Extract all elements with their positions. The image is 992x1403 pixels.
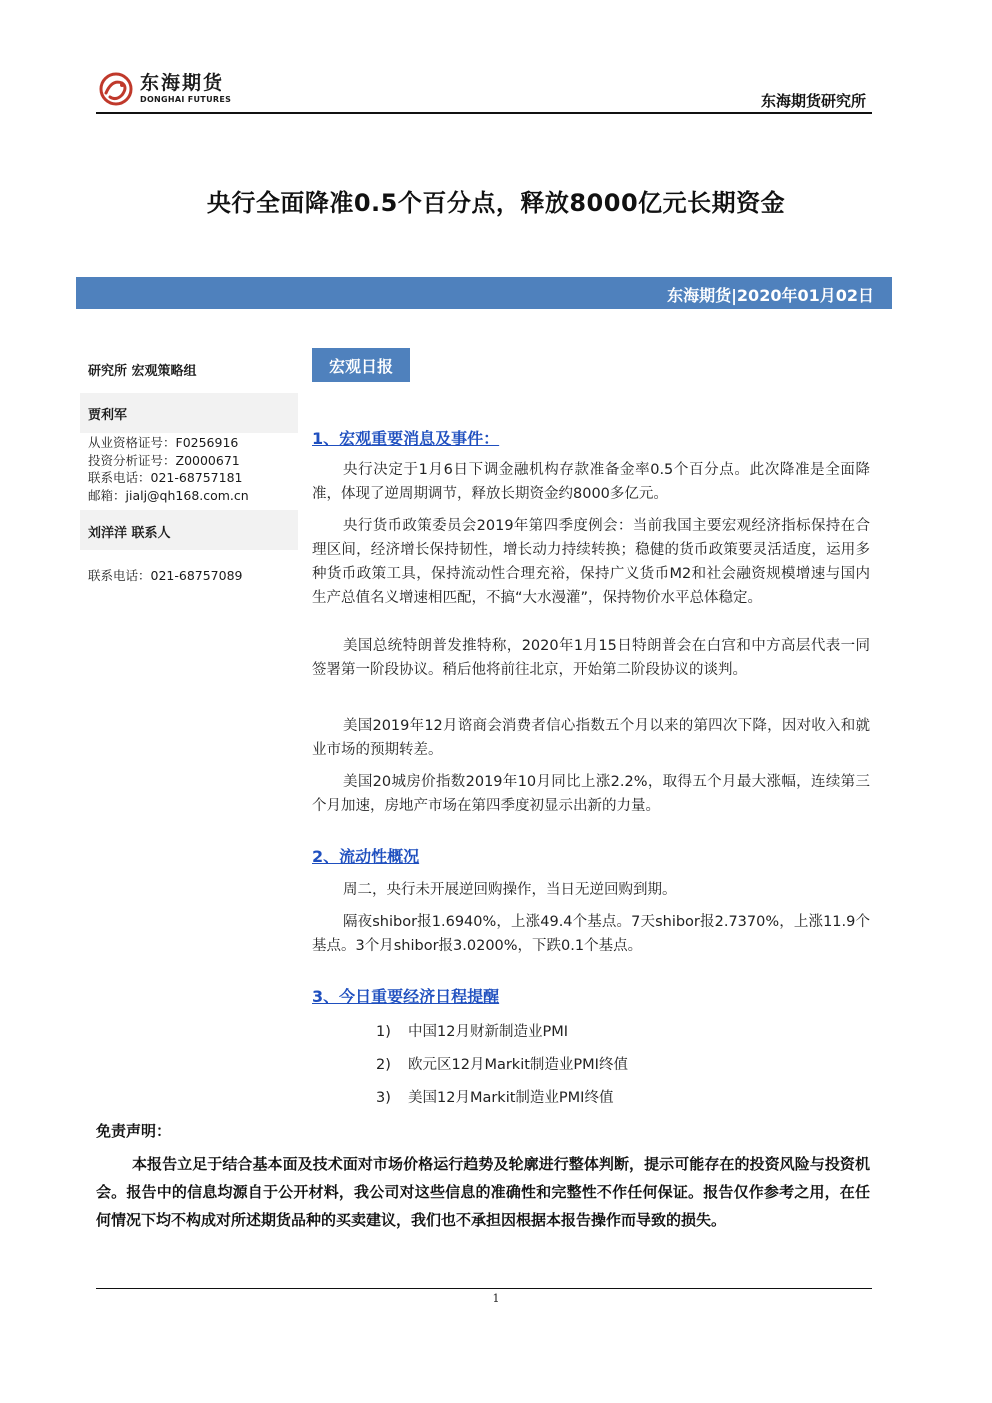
logo-english-name: DONGHAI FUTURES (140, 95, 232, 104)
paragraph: 美国20城房价指数2019年10月同比上涨2.2%，取得五个月最大涨幅，连续第三个月加速，房地产市场在第四季度初显示出新的力量。 (312, 774, 870, 814)
analysis-certificate: 投资分析证号：Z0000671 (88, 452, 240, 468)
company-logo (96, 68, 236, 110)
contact-phone: 联系电话：021-68757089 (88, 568, 243, 583)
qualification-number: 从业资格证号：F0256916 (88, 435, 239, 450)
analyst-email: 邮箱：jialj@qh168.com.cn (88, 487, 249, 503)
institute-name: 东海期货研究所 (760, 92, 866, 110)
report-type-tag: 宏观日报 (312, 348, 410, 382)
list-item (376, 1053, 628, 1074)
list-item-text: 中国12月财新制造业PMI (408, 1024, 568, 1040)
list-item (376, 1086, 613, 1107)
date-band (76, 277, 892, 309)
contact-box (80, 510, 298, 550)
analyst-phone: 联系电话：021-68757181 (88, 470, 243, 485)
header-divider (96, 112, 872, 114)
paragraph: 隔夜shibor报1.6940%，上涨49.4个基点。7天shibor报2.7370%，上涨11.9个基点。3个月shibor报3.0200%，下跌0.1个基点。 (312, 914, 870, 954)
paragraph: 央行决定于1月6日下调金融机构存款准备金率0.5个百分点。此次降准是全面降准，体现了逆周期调节，释放长期资金约8000多亿元。 (312, 462, 870, 502)
analyst-box (80, 393, 298, 433)
list-item-number: 3) (376, 1090, 391, 1106)
list-item (376, 1020, 568, 1041)
section-1-heading: 1、宏观重要消息及事件： (312, 429, 500, 448)
disclaimer-title: 免责声明： (96, 1122, 172, 1140)
page-number: 1 (492, 1292, 500, 1305)
analyst-name: 贾利军 (88, 408, 128, 423)
sidebar-department: 研究所 宏观策略组 (88, 364, 197, 379)
list-item-text: 欧元区12月Markit制造业PMI终值 (408, 1057, 628, 1073)
report-title: 央行全面降准0.5个百分点，释放8000亿元长期资金 (206, 189, 786, 217)
dragon-logo-icon (96, 69, 136, 109)
paragraph: 美国总统特朗普发推特称，2020年1月15日特朗普会在白宫和中方高层代表一同签署第一阶段协议。稍后他将前往北京，开始第二阶段协议的谈判。 (312, 638, 870, 678)
list-item-number: 2) (376, 1057, 391, 1073)
paragraph: 央行货币政策委员会2019年第四季度例会：当前我国主要宏观经济指标保持在合理区间，经济增长保持韧性，增长动力持续转换；稳健的货币政策要灵活适度，运用多种货币政策工具，保持流动性合理充裕，保持广义货币M2和社会融资规模增速与国内生产总值名义增速相匹配，不搞“大水漫灌”，保持物价水平总体稳定。 (312, 518, 870, 606)
list-item-text: 美国12月Markit制造业PMI终值 (408, 1090, 614, 1106)
paragraph: 周二，央行未开展逆回购操作，当日无逆回购到期。 (343, 882, 677, 898)
analyst-info (88, 434, 298, 504)
section-2-heading: 2、流动性概况 (312, 847, 420, 866)
logo-chinese-name: 东海期货 (140, 72, 225, 94)
section-3-heading: 3、今日重要经济日程提醒 (312, 987, 500, 1006)
list-item-number: 1) (376, 1024, 391, 1040)
footer-divider (96, 1288, 872, 1289)
paragraph: 美国2019年12月谘商会消费者信心指数五个月以来的第四次下降，因对收入和就业市场的预期转差。 (312, 718, 870, 758)
disclaimer-text: 本报告立足于结合基本面及技术面对市场价格运行趋势及轮廓进行整体判断，提示可能存在的投资风险与投资机会。报告中的信息均源自于公开材料，我公司对这些信息的准确性和完整性不作任何保证。报告仅作参考之用，在任何情况下均不构成对所述期货品种的买卖建议，我们也不承担因根据本报告操作而导致的损失。 (96, 1155, 870, 1229)
date-band-text: 东海期货|2020年01月02日 (667, 286, 874, 305)
contact-name: 刘洋洋 联系人 (88, 526, 171, 541)
